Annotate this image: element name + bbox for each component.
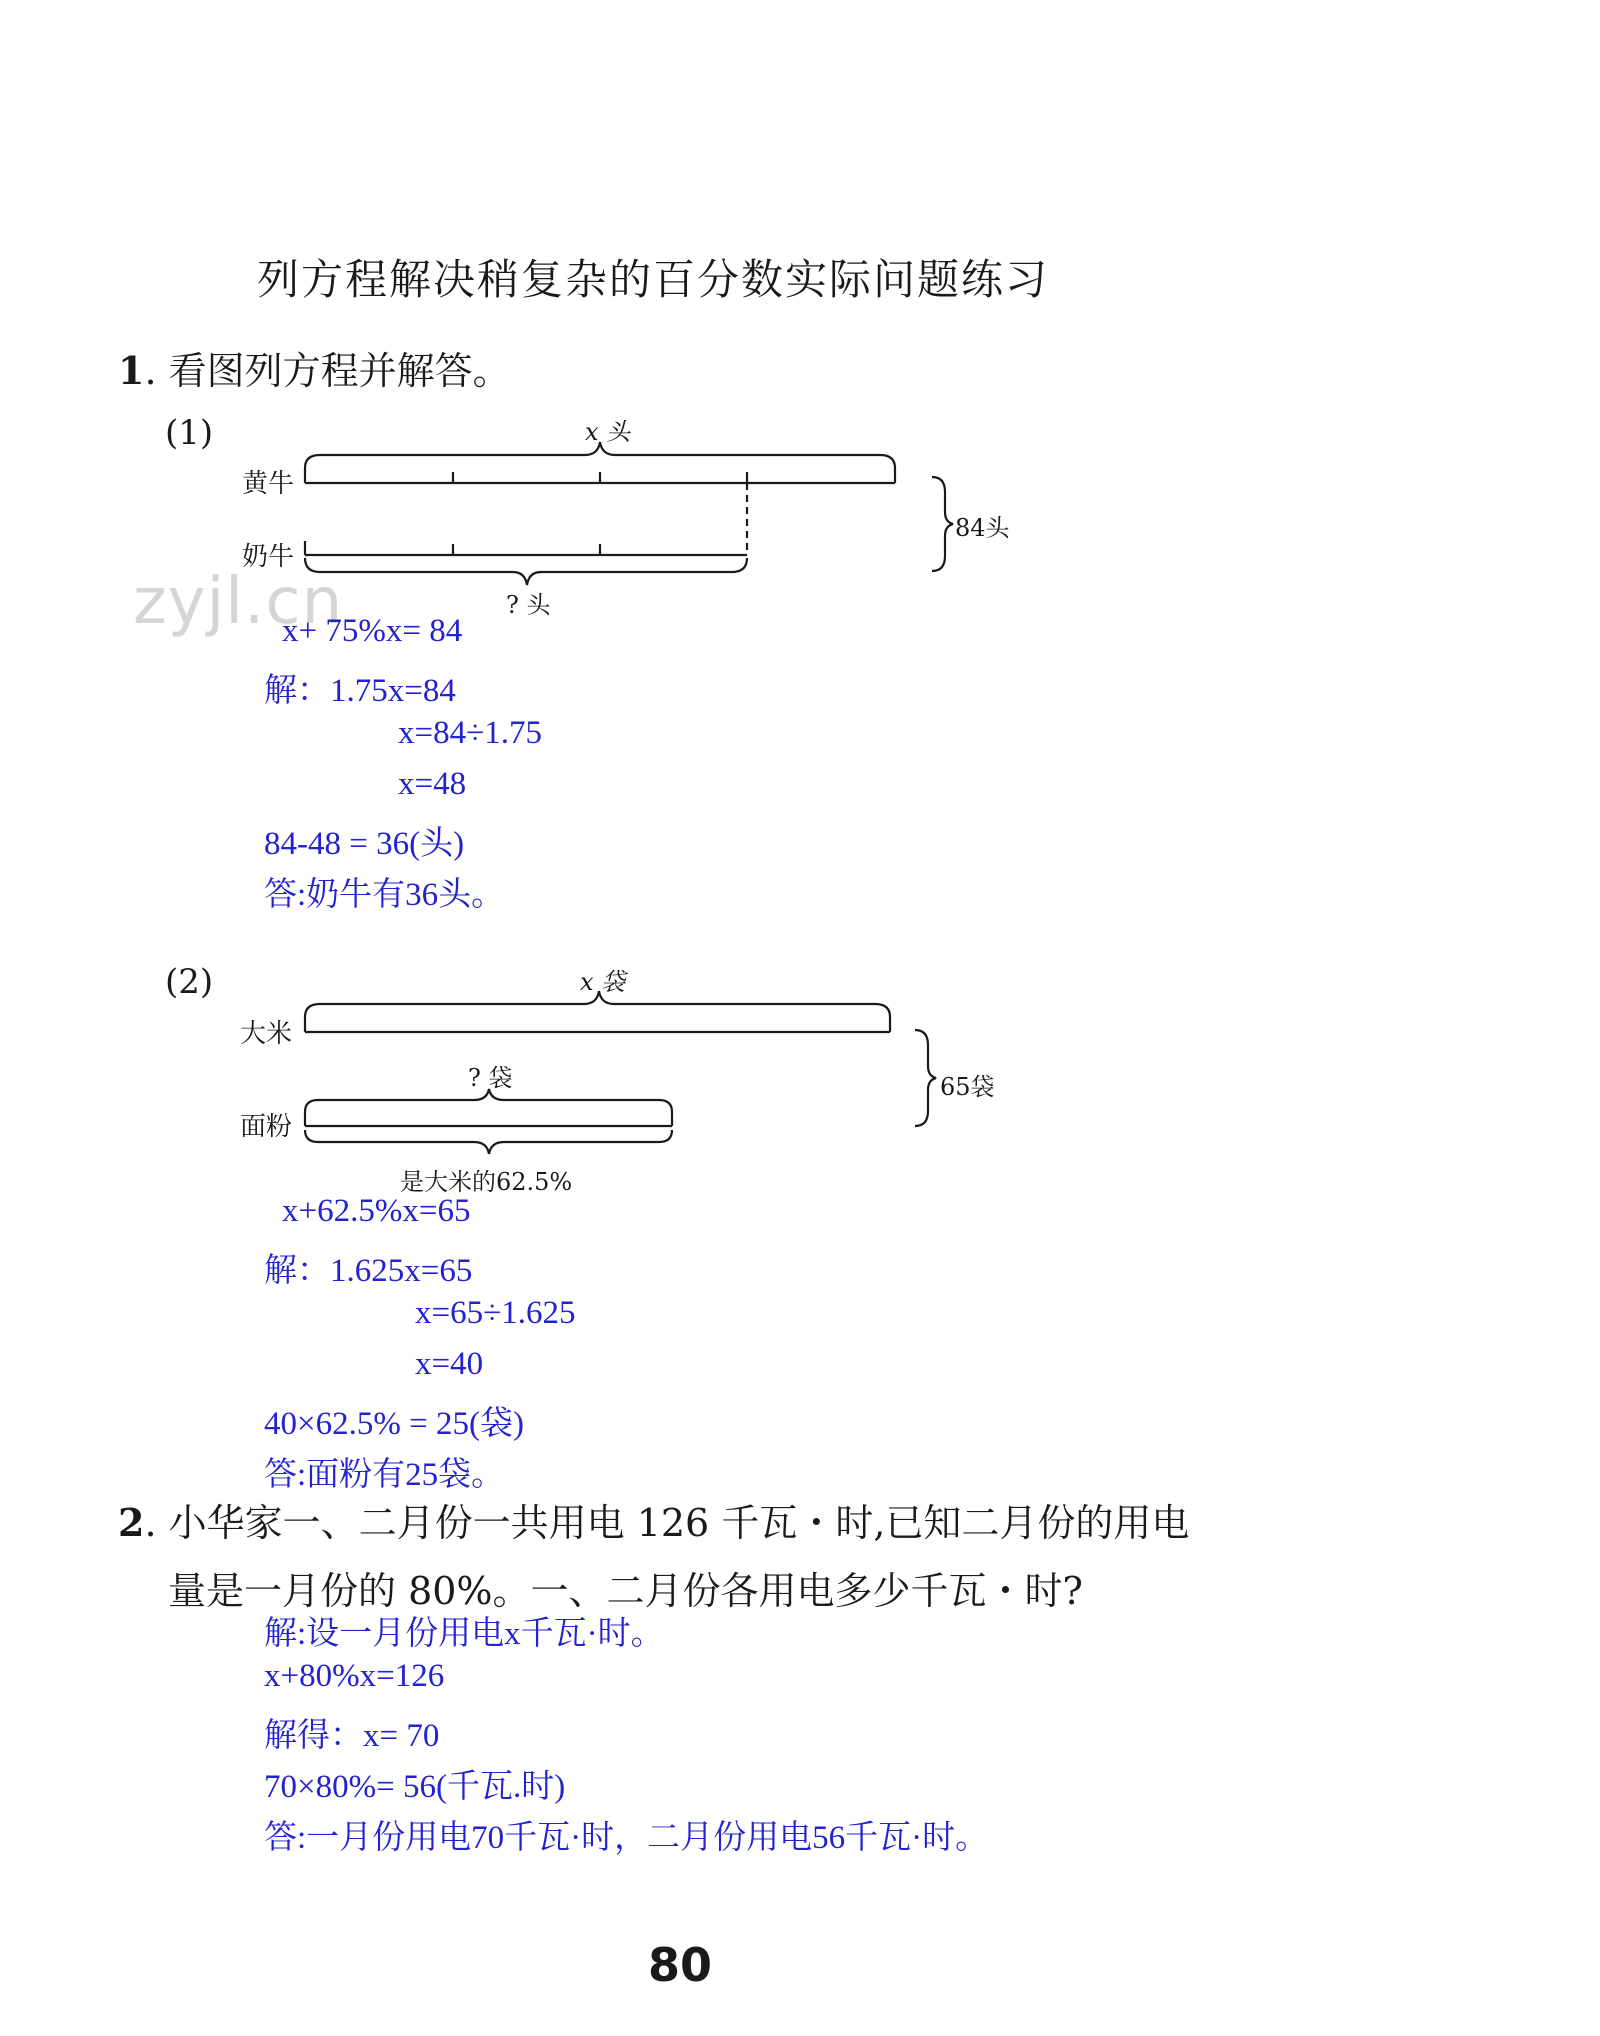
question-2-answer-line-3: 解得：x= 70 <box>264 1718 440 1754</box>
part-1-answer-line-1: x+ 75%x= 84 <box>282 613 463 649</box>
part-1-row2-label: 奶牛 <box>242 542 295 572</box>
question-2-text-1: 小华家一、二月份一共用电 126 千瓦・时,已知二月份的用电 <box>168 1501 1190 1545</box>
part-2-mid-label: ? 袋 <box>468 1064 513 1092</box>
part-1-label: (1) <box>165 413 214 453</box>
question-2-answer-line-5: 答:一月份用电70千瓦·时，二月份用电56千瓦·时。 <box>264 1820 989 1856</box>
question-1-prompt: 1. 看图列方程并解答。 <box>118 348 511 393</box>
part-2-answer-line-4: x=40 <box>415 1346 484 1382</box>
part-1-row1-label: 黄牛 <box>242 469 295 499</box>
question-1-number: 1 <box>118 348 145 393</box>
question-2-answer-line-4: 70×80%= 56(千瓦.时) <box>264 1769 566 1805</box>
part-2-total-label: 65袋 <box>940 1073 995 1101</box>
part-1-answer-line-5: 84-48 = 36(头) <box>264 826 465 862</box>
page-number: 80 <box>648 1938 713 1992</box>
part-2-answer-line-3: x=65÷1.625 <box>415 1295 576 1331</box>
part-2-label: (2) <box>165 962 214 1002</box>
page-title: 列方程解决稍复杂的百分数实际问题练习 <box>257 255 1050 304</box>
question-2-prompt-line-2: 量是一月份的 80%。一、二月份各用电多少千瓦・时? <box>168 1569 1083 1613</box>
part-2-row1-label: 大米 <box>240 1019 293 1049</box>
question-2-answer-line-2: x+80%x=126 <box>264 1658 445 1694</box>
part-1-answer-line-4: x=48 <box>398 766 467 802</box>
question-2-prompt-line-1: 2. 小华家一、二月份一共用电 126 千瓦・时,已知二月份的用电 <box>118 1500 1190 1545</box>
part-2-top-label: x 袋 <box>580 968 626 996</box>
part-2-answer-line-5: 40×62.5% = 25(袋) <box>264 1406 524 1442</box>
part-1-answer-line-6: 答:奶牛有36头。 <box>264 877 505 913</box>
question-1-text: 看图列方程并解答。 <box>168 349 511 393</box>
question-2-answer-line-1: 解:设一月份用电x千瓦·时。 <box>264 1616 664 1652</box>
part-2-bottom-label: 是大米的62.5% <box>400 1168 573 1196</box>
part-2-answer-line-6: 答:面粉有25袋。 <box>264 1457 505 1493</box>
part-1-top-label: x 头 <box>585 418 631 446</box>
part-2-answer-line-2: 解：1.625x=65 <box>264 1253 473 1289</box>
part-2-answer-line-1: x+62.5%x=65 <box>282 1193 471 1229</box>
part-2-row2-label: 面粉 <box>240 1112 293 1142</box>
watermark: zyjl.cn <box>133 565 344 639</box>
part-1-total-label: 84头 <box>955 514 1010 542</box>
part-1-answer-line-2: 解：1.75x=84 <box>264 673 456 709</box>
part-1-answer-line-3: x=84÷1.75 <box>398 715 542 751</box>
question-2-number: 2 <box>118 1500 145 1545</box>
part-1-bottom-label: ? 头 <box>506 591 551 619</box>
